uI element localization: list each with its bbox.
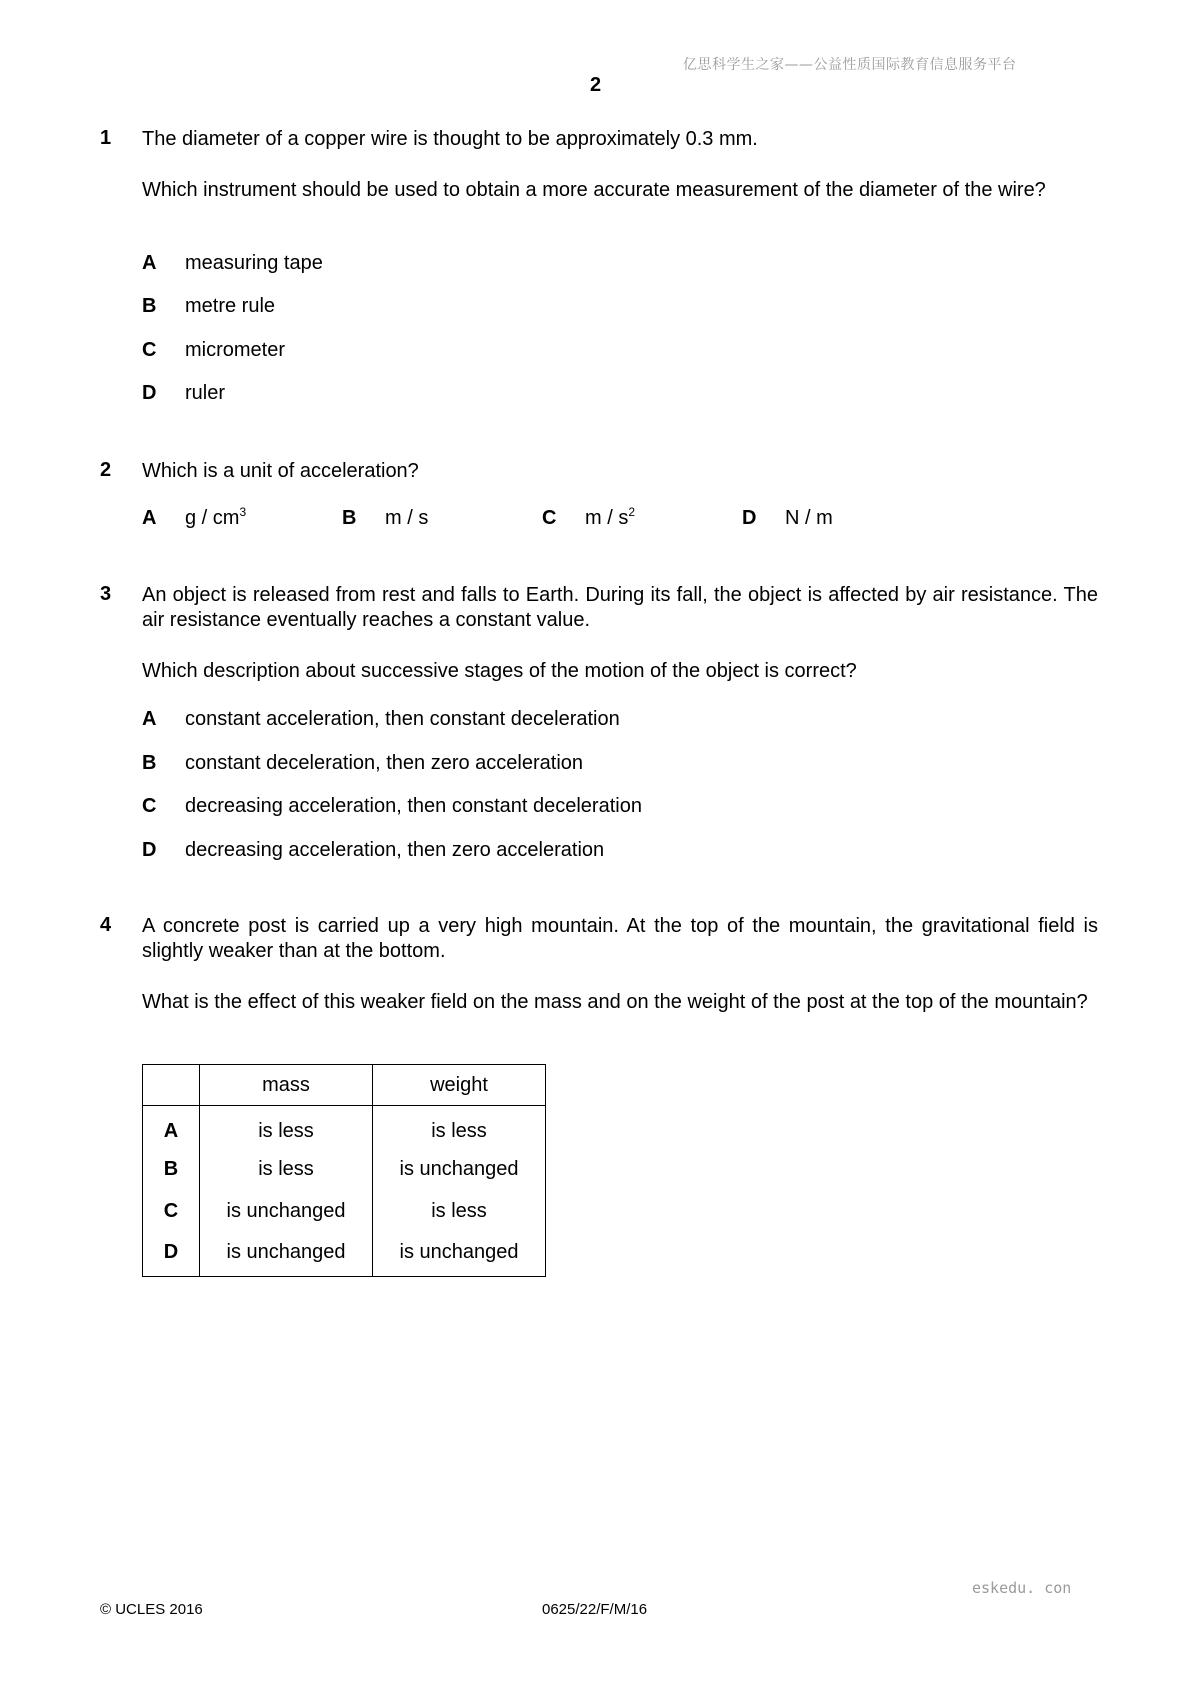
question-1-option-a-letter: A	[142, 252, 157, 274]
question-3-option-b-letter: B	[142, 752, 157, 774]
question-3-stem: An object is released from rest and falls to Earth. During its fall, the object is affected by air resistance. The air resistance eventually reaches a constant value.	[142, 584, 1098, 631]
table-row-letter: D	[143, 1232, 200, 1277]
question-4-prompt: What is the effect of this weaker field on the mass and on the weight of the post at the top of the mountain?	[142, 991, 1088, 1013]
question-2-number: 2	[100, 459, 112, 481]
question-2-option-a-text: g / $cm^3$	[185, 505, 247, 529]
question-2-option-d-letter: D	[742, 507, 757, 529]
table-header-row	[143, 1065, 546, 1106]
question-1-option-a-text: measuring tape	[185, 252, 323, 274]
question-3-option-b-text: constant deceleration, then zero acceleration	[185, 752, 584, 774]
table-row	[143, 1148, 546, 1190]
question-3-prompt: Which description about successive stages of the motion of the object is correct?	[142, 660, 857, 682]
table-row-weight: is unchanged	[373, 1232, 546, 1277]
table-header-weight: weight	[373, 1065, 546, 1106]
page-number: 2	[590, 74, 602, 96]
question-4-stem: A concrete post is carried up a very high mountain. At the top of the mountain, the gravitational field is slightly weaker than at the bottom.	[142, 915, 1098, 962]
question-1-prompt: Which instrument should be used to obtain a more accurate measurement of the diameter of the wire?	[142, 179, 1046, 201]
question-1-option-c-text: micrometer	[185, 339, 286, 361]
question-2-option-a-letter: A	[142, 507, 157, 529]
question-2-option-d-text: N / m	[785, 507, 833, 529]
question-3-option-d-text: decreasing acceleration, then zero acceleration	[185, 839, 605, 861]
table-row-weight: is unchanged	[373, 1148, 546, 1190]
footer-copyright: © UCLES 2016	[100, 1601, 203, 1618]
question-1-option-c-letter: C	[142, 339, 157, 361]
table-header-mass: mass	[200, 1065, 373, 1106]
table-row-letter: B	[143, 1148, 200, 1190]
table-row-weight: is less	[373, 1190, 546, 1232]
table-row	[143, 1190, 546, 1232]
question-1-number: 1	[100, 127, 112, 149]
question-2-stem: Which is a unit of acceleration?	[142, 460, 419, 482]
question-2-option-c-letter: C	[542, 507, 557, 529]
question-1-option-b-letter: B	[142, 295, 157, 317]
table-row	[143, 1106, 546, 1149]
question-2-option-b-text: m / s	[385, 507, 429, 529]
table-row-mass: is less	[200, 1148, 373, 1190]
table-row-mass: is less	[200, 1106, 373, 1149]
table-row-mass: is unchanged	[200, 1190, 373, 1232]
question-4-answer-table	[142, 1064, 546, 1277]
question-1-option-b-text: metre rule	[185, 295, 276, 317]
question-3-option-d-letter: D	[142, 839, 157, 861]
question-1-option-d-letter: D	[142, 382, 157, 404]
question-2-option-c-text: m / $s^2$	[585, 505, 636, 529]
footer-code: 0625/22/F/M/16	[542, 1601, 648, 1618]
header-watermark: 亿思科学生之家——公益性质国际教育信息服务平台	[683, 57, 1017, 73]
table-row-letter: C	[143, 1190, 200, 1232]
question-3-option-c-letter: C	[142, 795, 157, 817]
question-1-option-d-text: ruler	[185, 382, 226, 404]
question-2-option-b-letter: B	[342, 507, 357, 529]
question-3-option-a-letter: A	[142, 708, 157, 730]
question-3-option-c-text: decreasing acceleration, then constant deceleration	[185, 795, 642, 817]
table-row-letter: A	[143, 1106, 200, 1149]
question-1-stem: The diameter of a copper wire is thought to be approximately 0.3 mm.	[142, 128, 758, 150]
question-4-number: 4	[100, 914, 112, 936]
question-3-option-a-text: constant acceleration, then constant deceleration	[185, 708, 620, 730]
question-3-number: 3	[100, 583, 112, 605]
footer-watermark: eskedu. con	[972, 1579, 1072, 1597]
table-row-weight: is less	[373, 1106, 546, 1149]
table-row-mass: is unchanged	[200, 1232, 373, 1277]
table-header-blank	[143, 1065, 200, 1106]
table-row	[143, 1232, 546, 1277]
